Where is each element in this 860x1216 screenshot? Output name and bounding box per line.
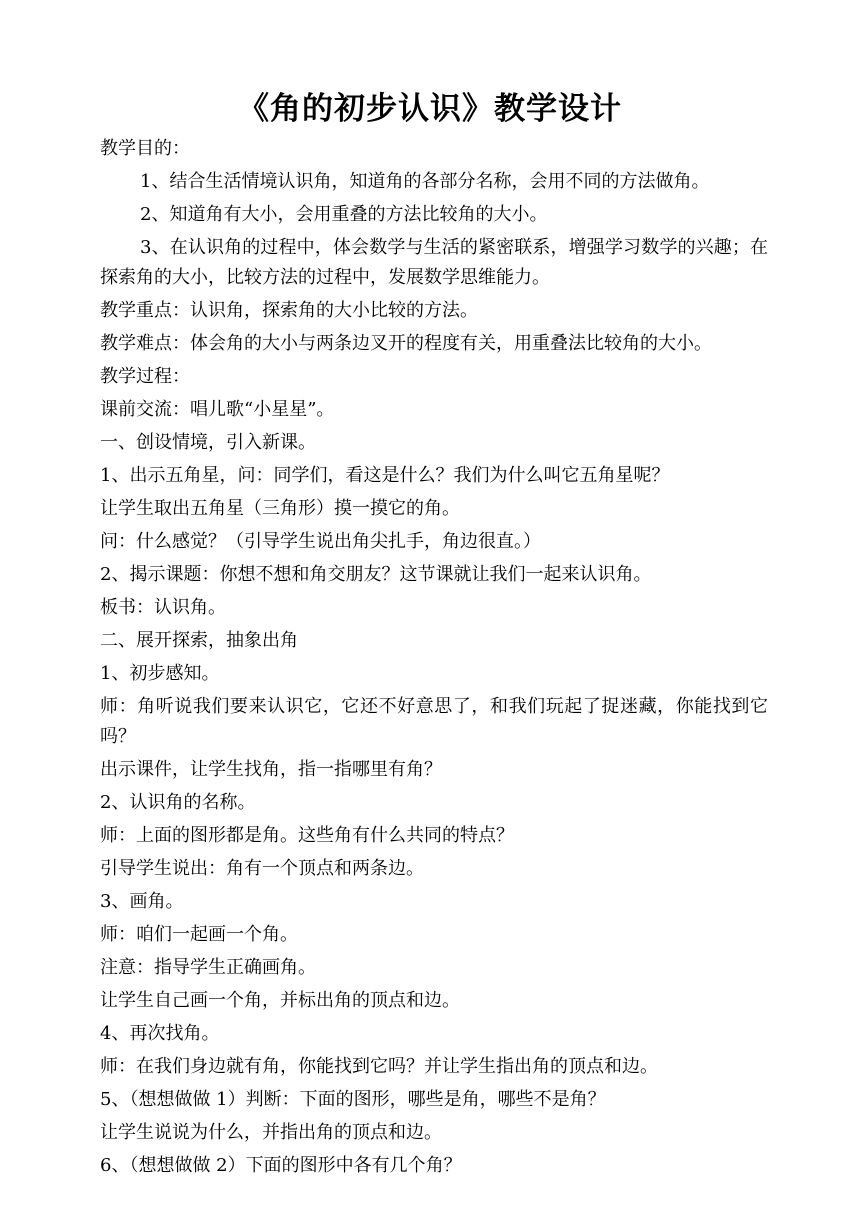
paragraph: 出示课件，让学生找角，指一指哪里有角？ <box>100 759 442 780</box>
paragraph: 师：角听说我们要来认识它，它还不好意思了，和我们玩起了捉迷藏，你能找到它吗？ <box>100 696 768 747</box>
paragraph: 教学目的： <box>100 138 190 159</box>
paragraph: 教学重点：认识角，探索角的大小比较的方法。 <box>100 300 478 321</box>
paragraph: 1、结合生活情境认识角，知道角的各部分名称，会用不同的方法做角。 <box>140 171 710 192</box>
paragraph: 让学生取出五角星（三角形）摸一摸它的角。 <box>100 498 460 519</box>
paragraph: 引导学生说出：角有一个顶点和两条边。 <box>100 858 424 879</box>
paragraph: 教学过程： <box>100 366 190 387</box>
paragraph: 2、揭示课题：你想不想和角交朋友？这节课就让我们一起来认识角。 <box>100 564 652 585</box>
paragraph: 1、初步感知。 <box>100 663 220 684</box>
paragraph: 3、在认识角的过程中，体会数学与生活的紧密联系，增强学习数学的兴趣；在探索角的大小，比较方法的过程中，发展数学思维能力。 <box>100 237 768 288</box>
paragraph: 课前交流：唱儿歌“小星星”。 <box>100 399 335 420</box>
paragraph: 注意：指导学生正确画角。 <box>100 957 316 978</box>
paragraph: 4、再次找角。 <box>100 1023 220 1044</box>
paragraph: 3、画角。 <box>100 891 184 912</box>
paragraph: 问：什么感觉？（引导学生说出角尖扎手，角边很直。） <box>100 531 541 552</box>
paragraph: 师：咱们一起画一个角。 <box>100 924 298 945</box>
paragraph: 一、创设情境，引入新课。 <box>100 432 316 453</box>
paragraph: 教学难点：体会角的大小与两条边叉开的程度有关，用重叠法比较角的大小。 <box>100 333 712 354</box>
document-body <box>100 134 768 1181</box>
paragraph: 师：上面的图形都是角。这些角有什么共同的特点？ <box>100 825 514 846</box>
paragraph: 6、（想想做做 2）下面的图形中各有几个角？ <box>100 1155 462 1176</box>
paragraph: 2、认识角的名称。 <box>100 792 256 813</box>
paragraph: 1、出示五角星，问：同学们，看这是什么？我们为什么叫它五角星呢？ <box>100 465 670 486</box>
paragraph: 板书：认识角。 <box>100 597 226 618</box>
paragraph: 让学生说说为什么，并指出角的顶点和边。 <box>100 1122 442 1143</box>
paragraph: 师：在我们身边就有角，你能找到它吗？并让学生指出角的顶点和边。 <box>100 1056 658 1077</box>
paragraph: 2、知道角有大小，会用重叠的方法比较角的大小。 <box>140 204 548 225</box>
paragraph: 5、（想想做做 1）判断：下面的图形，哪些是角，哪些不是角？ <box>100 1089 606 1110</box>
paragraph: 让学生自己画一个角，并标出角的顶点和边。 <box>100 990 460 1011</box>
document-title: 《角的初步认识》教学设计 <box>238 91 622 127</box>
paragraph: 二、展开探索，抽象出角 <box>100 630 298 651</box>
